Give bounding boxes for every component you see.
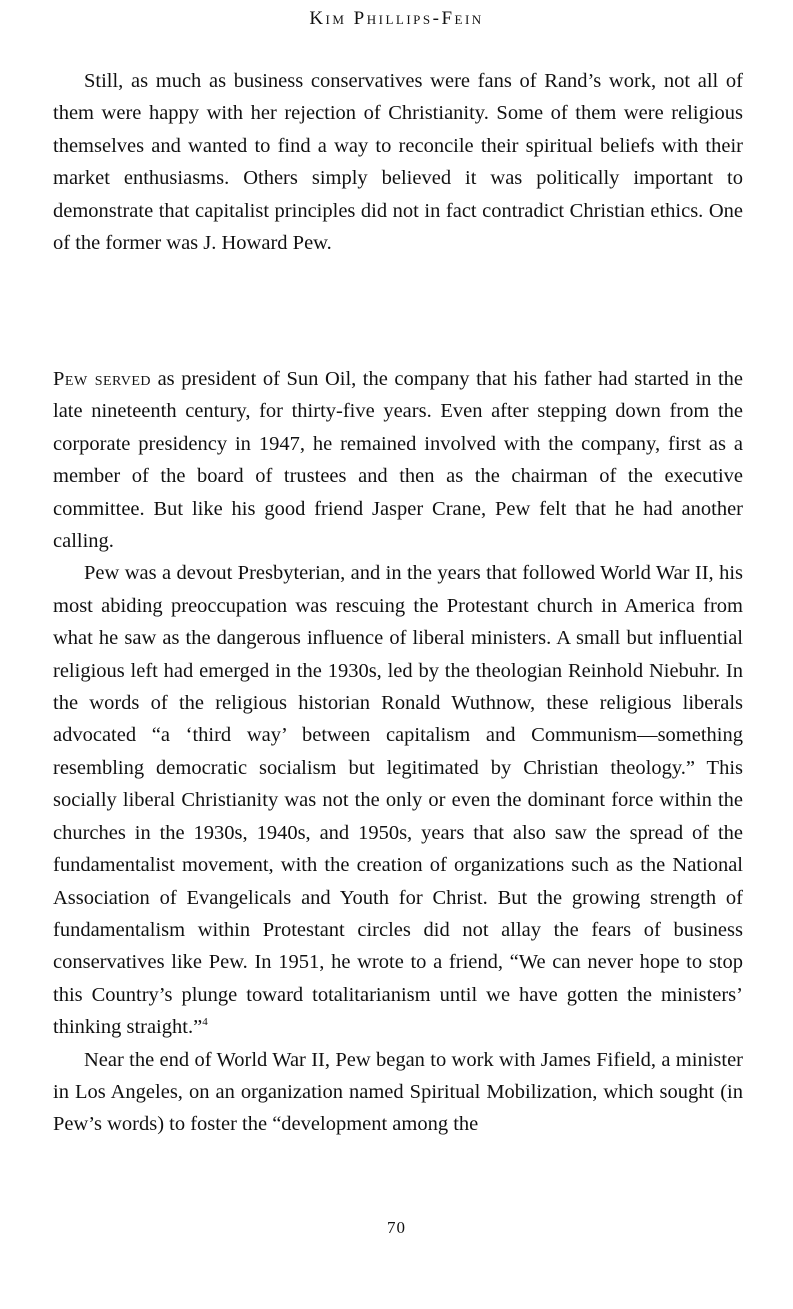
page-number: 70 (387, 1218, 406, 1237)
paragraph-1: Still, as much as business conservatives were fans of Rand’s work, not all of them were happy with her rejection of Christianity. Some of them were religious themselves and wanted to find a way to reconcile their spiritual beliefs with their market enthusiasms. Others simply believed it was politically important to demonstrate that capitalist principles did not in fact contradict Christian ethics. One of the former was J. Howard Pew. (53, 70, 743, 255)
paragraph-2 (53, 363, 743, 557)
paragraph-3 (53, 557, 743, 1043)
section-1-text (53, 65, 743, 259)
section-lead-in: Pew served (53, 368, 152, 390)
paragraph-4: Near the end of World War II, Pew began to work with James Fifield, a minister in Los Angeles, on an organization named Spiritual Mobilization, which sought (in Pew’s words) to foster the “development among the (53, 1048, 743, 1136)
paragraph-2-body: as president of Sun Oil, the company that his father had started in the late nineteenth century, for thirty-five years. Even after stepping down from the corporate presidency in 1947, he remained involved with the company, first as a member of the board of trustees and then as the chairman of the executive committee. But like his good friend Jasper Crane, Pew felt that he had another calling. (53, 368, 743, 553)
paragraph-3-body: Pew was a devout Presbyterian, and in the years that followed World War II, his most abiding preoccupation was rescuing the Protestant church in America from what he saw as the dangerous influence of liberal ministers. A small but influential religious left had emerged in the 1930s, led by the theologian Reinhold Niebuhr. In the words of the religious historian Ronald Wuthnow, these religious liberals advocated “a ‘third way’ between capitalism and Communism—something resembling democratic socialism but legitimated by Christian theology.” This socially liberal Christianity was not the only or even the dominant force within the churches in the 1930s, 1940s, and 1950s, years that also saw the spread of the fundamentalist movement, with the creation of organizations such as the National Association of Evangelicals and Youth for Christ. But the growing strength of fundamentalism within Protestant circles did not allay the fears of business conservatives like Pew. In 1951, he wrote to a friend, “We can never hope to stop this Country’s plunge toward totalitarianism until we have gotten the ministers’ thinking straight.” (53, 562, 743, 1039)
section-2-text (53, 363, 743, 1141)
running-head: Kim Phillips-Fein (309, 8, 484, 29)
footnote-reference: 4 (202, 1016, 208, 1029)
